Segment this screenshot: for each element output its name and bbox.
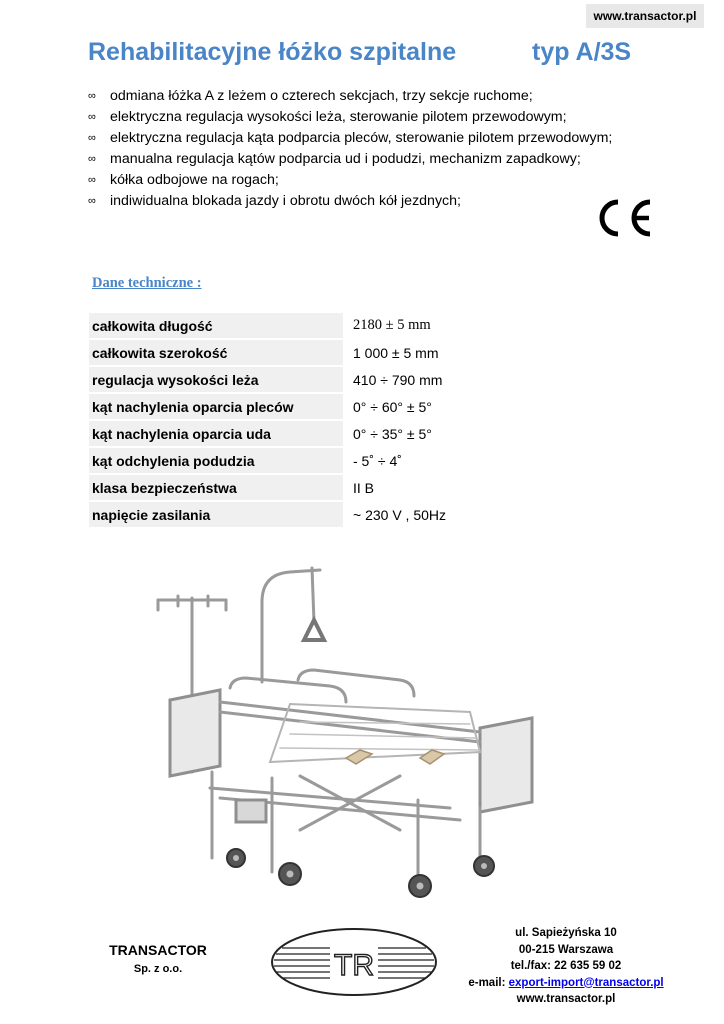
feature-item [88,149,612,170]
feature-item [88,107,612,128]
spec-value: 0° ÷ 60° ± 5° [343,394,470,419]
page-title-text: Rehabilitacyjne łóżko szpitalne [88,38,457,66]
feature-item [88,191,612,212]
feature-text: kółka odbojowe na rogach; [110,172,279,188]
table-row [89,313,470,338]
feature-text: indiwidualna blokada jazdy i obrotu dwóch kół jezdnych; [110,193,461,209]
company-block [100,940,216,978]
address-line-2: 00-215 Warszawa [518,943,614,956]
spec-label: klasa bezpieczeństwa [89,475,343,500]
phone-line: tel./fax: 22 635 59 02 [510,960,622,972]
company-name: TRANSACTOR [109,942,207,958]
feature-item [88,170,612,191]
transactor-logo [268,926,440,998]
spec-label: kąt nachylenia oparcia pleców [89,394,343,419]
table-row [89,502,470,527]
feature-list [88,86,612,212]
infinity-bullet-icon: ∞ [88,195,96,207]
spec-label: całkowita długość [89,313,343,338]
spec-table [89,311,470,529]
spec-value: 1 000 ± 5 mm [343,340,470,365]
feature-item [88,128,612,149]
hospital-bed-image [150,562,550,912]
infinity-bullet-icon: ∞ [88,111,96,123]
spec-value: - 5˚ ÷ 4˚ [343,448,470,473]
logo-text: TR [334,949,374,982]
table-row [89,448,470,473]
feature-text: elektryczna regulacja wysokości leża, sterowanie pilotem przewodowym; [110,109,567,125]
ce-mark-icon [592,196,656,240]
spec-label: całkowita szerokość [89,340,343,365]
spec-value: 0° ÷ 35° ± 5° [343,421,470,446]
infinity-bullet-icon: ∞ [88,153,96,165]
table-row [89,394,470,419]
table-row [89,475,470,500]
address-line-1: ul. Sapieżyńska 10 [515,927,617,939]
email-label: e-mail: [468,976,509,989]
infinity-bullet-icon: ∞ [88,90,96,102]
feature-text: elektryczna regulacja kąta podparcia pleców, sterowanie pilotem przewodowym; [110,130,613,146]
table-row [89,340,470,365]
feature-item [88,86,612,107]
email-line [446,975,686,992]
header-url[interactable]: www.transactor.pl [586,4,704,28]
spec-label: regulacja wysokości leża [89,367,343,392]
product-type: typ A/3S [532,38,632,66]
tech-heading: Dane techniczne : [92,275,202,291]
feature-text: manualna regulacja kątów podparcia ud i podudzi, mechanizm zapadkowy; [110,151,581,167]
table-row [89,367,470,392]
spec-label: kąt nachylenia oparcia uda [89,421,343,446]
infinity-bullet-icon: ∞ [88,132,96,144]
spec-label: napięcie zasilania [89,502,343,527]
contact-block [446,925,686,1008]
company-legal-form: Sp. z o.o. [133,963,183,975]
spec-value: II B [343,475,470,500]
feature-text: odmiana łóżka A z leżem o czterech sekcjach, trzy sekcje ruchome; [110,88,533,104]
website-link[interactable]: www.transactor.pl [516,993,616,1005]
spec-value: 2180 ± 5 mm [343,313,470,338]
spec-value: 410 ÷ 790 mm [343,367,470,392]
table-row [89,421,470,446]
infinity-bullet-icon: ∞ [88,174,96,186]
email-link[interactable]: export-import@transactor.pl [508,976,664,989]
page-title [88,38,648,67]
spec-label: kąt odchylenia podudzia [89,448,343,473]
spec-value: ~ 230 V , 50Hz [343,502,470,527]
